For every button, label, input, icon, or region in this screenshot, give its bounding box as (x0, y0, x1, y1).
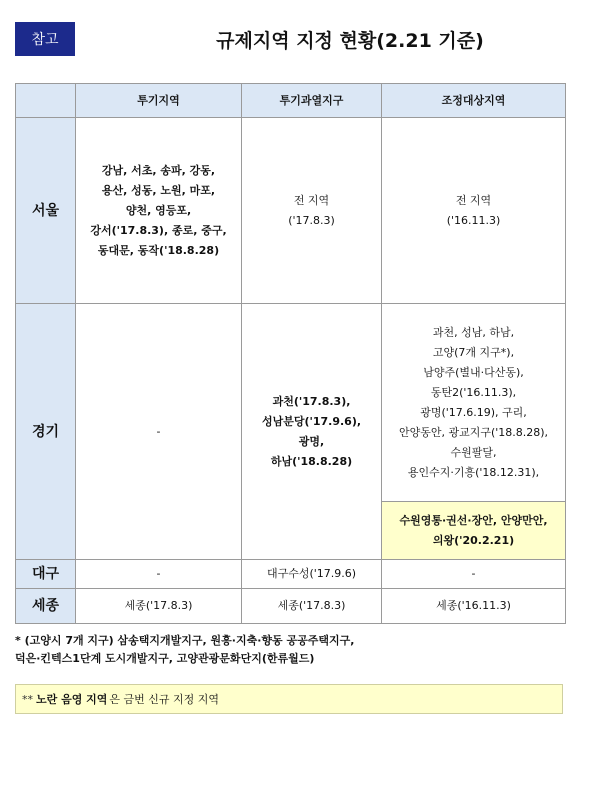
header-speculation: 투기지역 (76, 84, 242, 118)
gyeonggi-adjustment: 과천, 성남, 하남, 고양(7개 지구*), 남양주(별내·다산동), 동탄2('16.11.3), 광명('17.6.19), 구리, 안양동안, 광교지구('18.8.28), 수원팔달, 용인수지·기흥('18.12.31), (382, 304, 566, 502)
daegu-overheated: 대구수성('17.9.6) (242, 560, 382, 589)
row-gyeonggi (16, 304, 566, 502)
daegu-speculation: - (76, 560, 242, 589)
regulation-table (15, 83, 566, 624)
gyeonggi-overheated: 과천('17.8.3), 성남분당('17.9.6), 광명, 하남('18.8.28) (242, 304, 382, 560)
seoul-adjustment: 전 지역 ('16.11.3) (382, 118, 566, 304)
gyeonggi-speculation: - (76, 304, 242, 560)
legend-marker: ** (22, 692, 33, 706)
gyeonggi-adjustment-new: 수원영통·권선·장안, 안양만안, 의왕('20.2.21) (382, 502, 566, 560)
region-gyeonggi: 경기 (16, 304, 76, 560)
seoul-overheated: 전 지역 ('17.8.3) (242, 118, 382, 304)
region-daegu: 대구 (16, 560, 76, 589)
sejong-adjustment: 세종('16.11.3) (382, 589, 566, 624)
footnote (15, 632, 575, 668)
region-seoul: 서울 (16, 118, 76, 304)
page-title: 규제지역 지정 현황(2.21 기준) (216, 29, 484, 52)
sejong-speculation: 세종('17.8.3) (76, 589, 242, 624)
reference-tag: 참고 (15, 22, 75, 56)
region-sejong: 세종 (16, 589, 76, 624)
seoul-speculation: 강남, 서초, 송파, 강동, 용산, 성동, 노원, 마포, 양천, 영등포, 강서('17.8.3), 종로, 중구, 동대문, 동작('18.8.28) (76, 118, 242, 304)
row-daegu (16, 560, 566, 589)
header-corner (16, 84, 76, 118)
footnote-line: * (고양시 7개 지구) 삼송택지개발지구, 원흥·지축·향동 공공주택지구, (15, 634, 355, 647)
row-sejong (16, 589, 566, 624)
row-seoul (16, 118, 566, 304)
legend-text: 은 금번 신규 지정 지역 (109, 693, 220, 706)
legend-note (15, 684, 563, 714)
header-row (16, 84, 566, 118)
daegu-adjustment: - (382, 560, 566, 589)
footnote-line: 덕은·킨텍스1단계 도시개발지구, 고양관광문화단지(한류월드) (15, 652, 315, 665)
legend-highlight: 노란 음영 지역 (36, 693, 108, 706)
header-adjustment: 조정대상지역 (382, 84, 566, 118)
header-overheated: 투기과열지구 (242, 84, 382, 118)
sejong-overheated: 세종('17.8.3) (242, 589, 382, 624)
